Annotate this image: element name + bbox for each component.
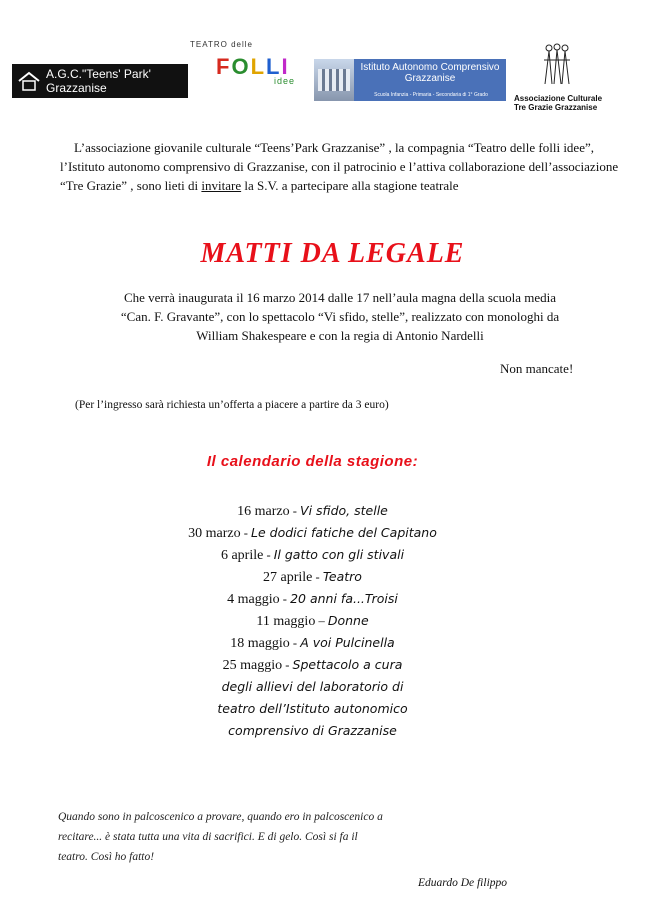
description-line-1: Che verrà inaugurata il 16 marzo 2014 dalle 17 nell’aula magna della scuola media: [123, 290, 557, 305]
calendar-extra-line: teatro dell’Istituto autonomico: [217, 701, 408, 716]
folli-letter: L: [266, 54, 282, 79]
header-logos: [0, 0, 665, 110]
calendar-item: 6 aprile - Il gatto con gli stivali: [220, 547, 405, 563]
calendar-date: 11 maggio: [256, 614, 316, 629]
istituto-logo-title: Istituto Autonomo Comprensivo Grazzanise: [360, 62, 500, 84]
calendar-event: Il gatto con gli stivali: [273, 547, 405, 562]
eduardo-quote: [58, 807, 408, 867]
calendar-event: A voi Pulcinella: [300, 635, 395, 650]
teatro-folli-idee-logo: [190, 40, 306, 98]
calendar-item: 4 maggio - 20 anni fa...Troisi: [227, 591, 398, 607]
folli-small-text: TEATRO delle: [190, 40, 253, 49]
calendar-item: 27 aprile - Teatro: [263, 569, 362, 585]
description-line-3: William Shakespeare e con la regia di Antonio Nardelli: [196, 328, 484, 343]
calendar-date: 6 aprile: [220, 548, 264, 563]
folli-letter: F: [216, 54, 232, 79]
school-building-icon: [314, 59, 354, 101]
calendar-event: 20 anni fa...Troisi: [290, 591, 398, 606]
invitare-underlined: invitare: [201, 178, 242, 193]
calendar-item: 25 maggio - Spettacolo a cura: [222, 657, 403, 673]
non-mancate-text: Non mancate!: [500, 361, 574, 376]
calendar-item: 30 marzo - Le dodici fatiche del Capitano: [188, 525, 437, 541]
ingresso-note: (Per l’ingresso sarà richiesta un’offerta a piacere a partire da 3 euro): [75, 399, 389, 411]
grazie-line1: Associazione Culturale: [514, 94, 603, 103]
calendar-title: Il calendario della stagione:: [206, 453, 419, 470]
calendar-event: Le dodici fatiche del Capitano: [251, 525, 437, 540]
event-description: [40, 288, 640, 345]
calendar-date: 4 maggio: [227, 592, 280, 607]
intro-line-1-text: L’associazione giovanile culturale “Teens’Park Grazzanise” , la compagnia “Teatro delle folli idee”,: [74, 140, 594, 155]
quote-author: Eduardo De filippo: [418, 877, 508, 889]
calendar-item: 11 maggio – Donne: [256, 613, 369, 629]
intro-paragraph: [60, 138, 640, 195]
quote-line-3: teatro. Così ho fatto!: [58, 851, 155, 863]
intro-line-1: [60, 138, 640, 157]
folli-letter: L: [250, 54, 267, 79]
event-title: MATTI DA LEGALE: [200, 238, 465, 269]
calendar-date: 25 maggio: [222, 658, 283, 673]
intro-line-3a: “Tre Grazie” , sono lieti di: [60, 178, 202, 193]
folli-letter: I: [281, 54, 290, 79]
calendar-date: 18 maggio: [230, 636, 290, 651]
tre-grazie-logo: [510, 42, 620, 112]
calendar-event: Spettacolo a cura: [292, 657, 403, 672]
folli-letter: O: [231, 54, 251, 79]
intro-line-2: l’Istituto autonomo comprensivo di Grazzanise, con il patrocinio e l’attiva collaborazione dell’associazione: [60, 159, 619, 174]
calendar-event: Donne: [327, 613, 369, 628]
tre-grazie-logo-text: [514, 94, 602, 112]
intro-line-3b: la S.V. a partecipare alla stagione teatrale: [241, 178, 459, 193]
calendar-item: 18 maggio - A voi Pulcinella: [230, 635, 395, 651]
house-icon: [18, 71, 40, 91]
description-line-2: “Can. F. Gravante”, con lo spettacolo “Vi sfido, stelle”, realizzato con monologhi da: [120, 309, 560, 324]
calendar-date: 16 marzo: [237, 504, 290, 519]
calendar-extra-line: degli allievi del laboratorio di: [221, 679, 404, 694]
calendar-item: 16 marzo - Vi sfido, stelle: [237, 503, 388, 519]
quote-line-1: Quando sono in palcoscenico a provare, quando ero in palcoscenico a: [58, 811, 383, 823]
grazie-line2: Tre Grazie Grazzanise: [514, 103, 598, 112]
intro-line-3: [60, 176, 640, 195]
three-graces-figure-icon: [540, 42, 574, 86]
folli-idee-text: idee: [274, 76, 296, 86]
calendar-date: 30 marzo: [188, 526, 241, 541]
calendar-event: Teatro: [322, 569, 362, 584]
calendar-extra-line: comprensivo di Grazzanise: [228, 723, 397, 738]
ago-logo-text: A.G.C."Teens' Park' Grazzanise: [46, 67, 151, 95]
calendar-event: Vi sfido, stelle: [300, 503, 388, 518]
calendar-list: [0, 500, 625, 742]
quote-line-2: recitare... è stata tutta una vita di sacrifici. E di gelo. Così si fa il: [58, 831, 358, 843]
istituto-logo-subtitle: Scuola Infanzia - Primaria - Secondaria di 1° Grado: [374, 92, 488, 98]
ago-teens-park-logo: [12, 64, 188, 98]
calendar-date: 27 aprile: [263, 570, 313, 585]
istituto-comprensivo-logo: [314, 59, 506, 101]
